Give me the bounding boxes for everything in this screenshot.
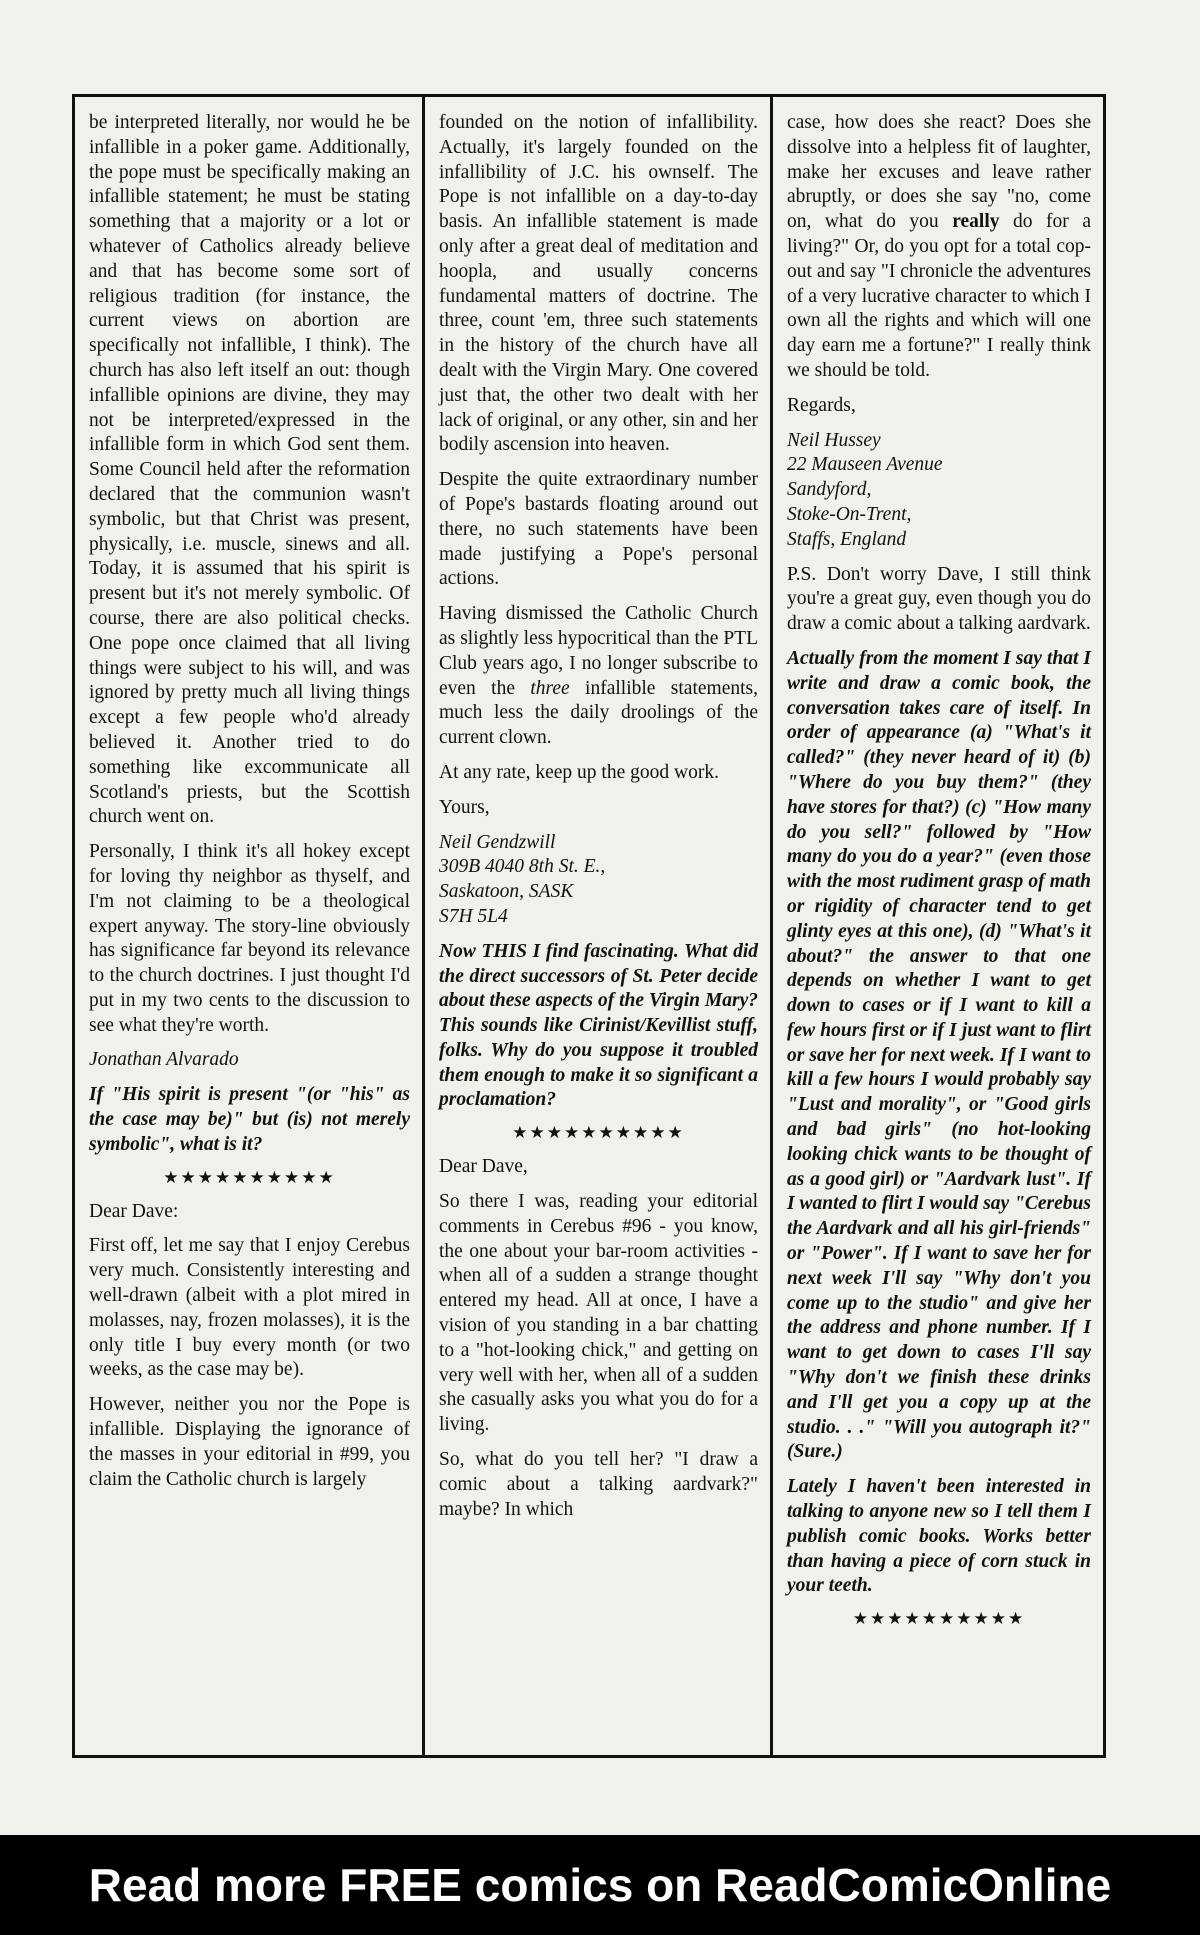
letter-paragraph: So there I was, reading your editorial comments in Cerebus #96 - you know, the one about your bar-room activities - when all of a sudden a strange thought entered my head. All at once, I have a vision of you standing in a bar chatting to a "hot-looking chick," and getting on very well with her, when all of a sudden she casually asks you what you do for a living. (439, 1191, 758, 1436)
letter-paragraph: So, what do you tell her? "I draw a comic about a talking aardvark?" maybe? In which (439, 1449, 758, 1520)
letter-paragraph: However, neither you nor the Pope is infallible. Displaying the ignorance of the masses in your editorial in #99, you claim the Catholic church is largely (89, 1394, 410, 1490)
stars-divider: ★★★★★★★★★★ (852, 1609, 1026, 1629)
editor-response: Now THIS I find fascinating. What did the direct successors of St. Peter decide about these aspects of the Virgin Mary? This sounds like Cirinist/Kevillist stuff, folks. Why do you suppose it troubled them enough to make it so significant a proclamation? (439, 940, 758, 1111)
letter-paragraph: be interpreted literally, nor would he be infallible in a poker game. Additionally, the pope must be specifically making an infallible statement; he must be stating something that a majority or a lot or whatever of Catholics already believe and that has become some sort of religious tradition (for instance, the current views on abortion are specifically not infallible, I think). The church has also left itself an out: though infallible opinions are divine, they may not be interpreted/expressed in the infallible form in which God sent them. Some Council held after the reformation declared that the communion wasn't symbolic, but that Christ was present, physically, i.e. muscle, sinews and all. Today, it is assumed that his spirit is present but it's not merely symbolic. Of course, there are also political checks. One pope once claimed that all living things were subject to his will, and was ignored by pretty much all living things except a few people who'd already believed it. Another tried to do something like excommunicate all Scotland's priests, but the Scottish church went on. (89, 112, 410, 828)
column-2 (425, 97, 773, 1755)
text-run-italic: three (530, 677, 570, 699)
letter-signature: Jonathan Alvarado (89, 1049, 239, 1071)
letter-signature: Neil Hussey (787, 429, 881, 451)
column-1 (75, 97, 425, 1755)
address-line: Stoke-On-Trent, (787, 503, 912, 525)
letter-paragraph (439, 602, 758, 751)
letter-paragraph: At any rate, keep up the good work. (439, 761, 719, 783)
letter-salutation: Dear Dave: (89, 1200, 179, 1222)
editor-response: If "His spirit is present "(or "his" as the case may be)" but (is) not merely symbolic", what is it? (89, 1084, 410, 1155)
address-line: Sandyford, (787, 479, 872, 501)
letter-paragraph: First off, let me say that I enjoy Cerebus very much. Consistently interesting and well-drawn (albeit with a plot mired in molasses, nay, frozen molasses), it is the only title I buy every month (or two weeks, as the case may be). (89, 1235, 410, 1381)
text-run: do for a living?" Or, do you opt for a total cop-out and say "I chronicle the adventures of a very lucrative character to which I own all the rights and which will one day earn me a fortune?" I really think we should be told. (787, 211, 1091, 381)
letter-paragraph: founded on the notion of infallibility. Actually, it's largely founded on the infallibility of J.C. his ownself. The Pope is not infallible on a day-to-day basis. An infallible statement is made only after a great deal of meditation and hoopla, and usually concerns fundamental matters of doctrine. The three, count 'em, three such statements in the history of the church have all dealt with the Virgin Mary. One covered just that, the other two dealt with her lack of original, or any other, sin and her bodily ascension into heaven. (439, 112, 758, 456)
letter-closing: Yours, (439, 796, 490, 818)
address-line: 22 Mauseen Avenue (787, 454, 943, 476)
letter-paragraph: Despite the quite extraordinary number of Pope's bastards floating around out there, no such statements have been made justifying a Pope's personal actions. (439, 469, 758, 590)
letter-closing: Regards, (787, 394, 856, 416)
letter-postscript: P.S. Don't worry Dave, I still think you're a great guy, even though you do draw a comic about a talking aardvark. (787, 563, 1091, 635)
editor-response: Lately I haven't been interested in talking to anyone new so I tell them I publish comic books. Works better than having a piece of corn stuck in your teeth. (787, 1476, 1091, 1597)
column-3 (773, 97, 1103, 1755)
promo-banner[interactable] (0, 1835, 1200, 1935)
text-run: case, how does she react? Does she dissolve into a helpless fit of laughter, make her excuses and leave rather abruptly, or does she say "no, come on, what do you (787, 112, 1091, 233)
address-line: Staffs, England (787, 528, 907, 550)
address-line: 309B 4040 8th St. E., (439, 856, 606, 878)
letter-paragraph: Personally, I think it's all hokey except for loving thy neighbor as thyself, and I'm not claiming to be a theological expert anyway. The story-line obviously has significance far beyond its relevance to the church doctrines. I just thought I'd put in my two cents to the discussion to see what they're worth. (89, 841, 410, 1036)
editor-response: Actually from the moment I say that I write and draw a comic book, the conversation takes care of itself. In order of appearance (a) "What's it called?" (they never heard of it) (b) "Where do you buy them?" (they have stores for that?) (c) "How many do you sell?" followed by "How many do you do a year?" (even those with the most rudiment grasp of math or rigidity of character tend to get glinty eyes at this one), (d) "What's it about?" the answer to that one depends on whether I want to get down to cases or if I want to kill a few hours first or if I just want to flirt or save her for next week. If I want to kill a few hours I would probably say "Lust and morality", or "Good girls and bad girls" (no hot-looking looking chick wants to be thought of as a good girl) or "Aardvark lust". If I wanted to flirt I would say "Cerebus the Aardvark and all his girl-friends" or "Power". If I want to save her for next week I'll say "Why don't you come up to the studio" and give her the address and phone number. If I want to get down to cases I'll say "Why don't we finish these drinks and I'll get you a copy up at the studio. . ." "Will you autograph it?" (Sure.) (787, 647, 1091, 1463)
letter-paragraph (787, 111, 1091, 384)
text-run: Having dismissed the Catholic Church as slightly less hypocritical than the PTL Club years ago, I no longer subscribe to even the (439, 603, 758, 699)
letter-signature: Neil Gendzwill (439, 831, 556, 853)
text-run-bold: really (952, 211, 1000, 233)
address-line: S7H 5L4 (439, 905, 508, 927)
stars-divider: ★★★★★★★★★★ (512, 1123, 685, 1143)
letters-frame (72, 94, 1106, 1758)
stars-divider: ★★★★★★★★★★ (163, 1167, 336, 1187)
promo-banner-text: Read more FREE comics on ReadComicOnline (88, 1859, 1112, 1911)
text-run: infallible statements, much less the daily droolings of the current clown. (439, 677, 758, 749)
address-line: Saskatoon, SASK (439, 881, 574, 903)
letter-salutation: Dear Dave, (439, 1156, 528, 1178)
